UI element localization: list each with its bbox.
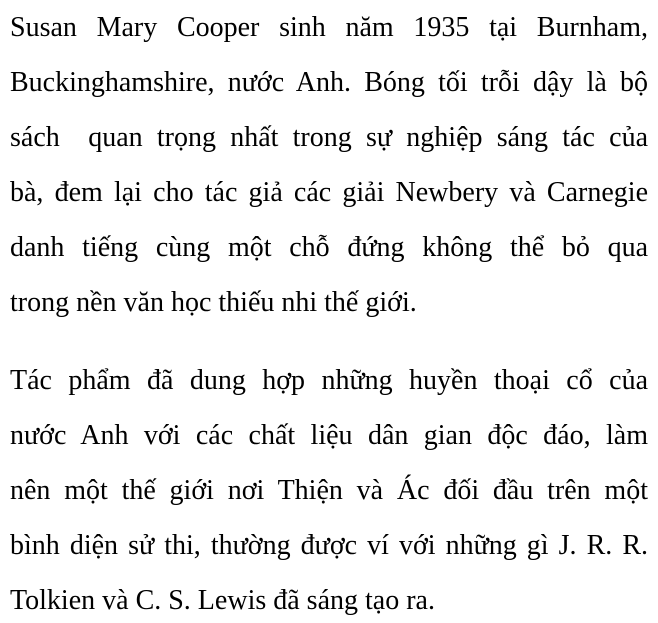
text-line: Tolkien và C. S. Lewis đã sáng tạo ra. bbox=[10, 585, 435, 616]
text-line: nên một thế giới nơi Thiện và Ác đối đầu trên một bbox=[10, 475, 648, 506]
text-line: danh tiếng cùng một chỗ đứng không thể bỏ qua bbox=[10, 232, 648, 263]
paragraph-2 bbox=[10, 353, 648, 623]
text-line: Buckinghamshire, nước Anh. Bóng tối trỗi dậy là bộ bbox=[10, 67, 648, 98]
text-line: Susan Mary Cooper sinh năm 1935 tại Burnham, bbox=[10, 12, 648, 43]
text-line: bà, đem lại cho tác giả các giải Newbery và Carnegie bbox=[10, 177, 648, 208]
text-line: bình diện sử thi, thường được ví với những gì J. R. R. bbox=[10, 530, 648, 561]
text-line: trong nền văn học thiếu nhi thế giới. bbox=[10, 287, 417, 318]
text-line: nước Anh với các chất liệu dân gian độc đáo, làm bbox=[10, 420, 648, 451]
text-line: sách quan trọng nhất trong sự nghiệp sáng tác của bbox=[10, 122, 648, 153]
paragraph-1 bbox=[10, 0, 648, 330]
text-line: Tác phẩm đã dung hợp những huyền thoại cổ của bbox=[10, 365, 648, 396]
